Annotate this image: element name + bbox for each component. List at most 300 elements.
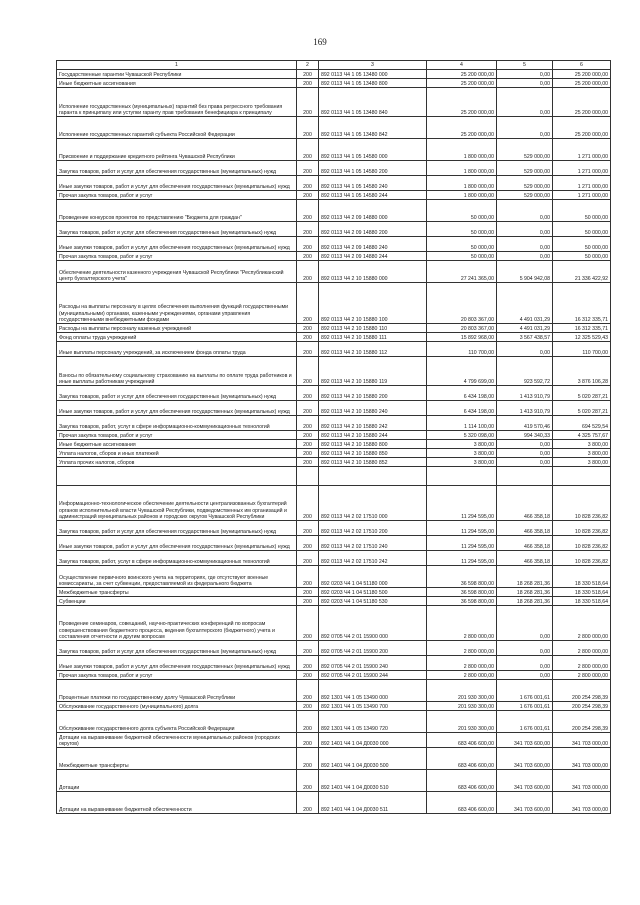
table-row	[57, 283, 611, 324]
row-code-cell: 892 0113 Ч4 2 10 15880 110	[319, 324, 427, 333]
row-name-cell: Иные закупки товаров, работ и услуг для обеспечения государственных (муниципальных) нужд	[57, 401, 297, 416]
row-executed-cell: 529 000,00	[497, 139, 553, 161]
row-executed-cell: 466 358,18	[497, 551, 553, 566]
row-name-cell: Проведение конкурсов проектов по представлению "Бюджета для граждан"	[57, 200, 297, 222]
table-row	[57, 597, 611, 606]
row-remaining-cell: 25 200 000,00	[553, 88, 611, 117]
row-ved-cell: 200	[297, 324, 319, 333]
row-planned-cell: 25 200 000,00	[427, 70, 497, 79]
row-planned-cell: 11 294 595,00	[427, 536, 497, 551]
row-code-cell: 892 0113 Ч4 2 10 15880 111	[319, 333, 427, 342]
row-code-cell: 892 0113 Ч4 2 02 17510 242	[319, 551, 427, 566]
row-name-cell: Осуществление первичного воинского учета на территориях, где отсутствуют военные комиссариаты, за счет субвенции, предоставляемой из федерального бюджета	[57, 566, 297, 588]
row-ved-cell: 200	[297, 551, 319, 566]
row-name-cell: Иные бюджетные ассигнования	[57, 79, 297, 88]
header-cell: 6	[553, 61, 611, 70]
table-row	[57, 748, 611, 770]
row-name-cell: Закупка товаров, работ и услуг для обеспечения государственных (муниципальных) нужд	[57, 161, 297, 176]
row-executed-cell: 1 413 910,79	[497, 401, 553, 416]
row-executed-cell: 466 358,18	[497, 521, 553, 536]
row-remaining-cell: 50 000,00	[553, 200, 611, 222]
row-remaining-cell: 3 800,00	[553, 449, 611, 458]
table-row	[57, 342, 611, 357]
table-row	[57, 191, 611, 200]
table-row	[57, 711, 611, 733]
row-planned-cell: 3 800,00	[427, 440, 497, 449]
row-ved-cell: 200	[297, 486, 319, 521]
row-executed-cell: 18 268 281,36	[497, 566, 553, 588]
row-remaining-cell: 21 336 422,92	[553, 261, 611, 283]
row-remaining-cell: 200 254 298,39	[553, 702, 611, 711]
row-remaining-cell: 25 200 000,00	[553, 70, 611, 79]
table-row	[57, 702, 611, 711]
row-planned-cell: 1 800 000,00	[427, 176, 497, 191]
row-code-cell: 892 0113 Ч4 2 10 15880 244	[319, 431, 427, 440]
row-ved-cell: 200	[297, 711, 319, 733]
table-row	[57, 333, 611, 342]
row-executed-cell: 5 904 942,08	[497, 261, 553, 283]
table-row	[57, 770, 611, 792]
header-row	[57, 61, 611, 70]
row-executed-cell: 0,00	[497, 200, 553, 222]
row-remaining-cell: 5 020 287,21	[553, 386, 611, 401]
row-remaining-cell: 341 703 000,00	[553, 748, 611, 770]
row-remaining-cell: 25 200 000,00	[553, 117, 611, 139]
row-executed-cell: 529 000,00	[497, 161, 553, 176]
row-executed-cell: 0,00	[497, 117, 553, 139]
row-planned-cell: 201 930 300,00	[427, 711, 497, 733]
row-ved-cell: 200	[297, 357, 319, 386]
row-code-cell: 892 0113 Ч4 1 05 14580 240	[319, 176, 427, 191]
row-name-cell: Закупка товаров, работ и услуг для обеспечения государственных (муниципальных) нужд	[57, 521, 297, 536]
table-row	[57, 200, 611, 222]
table-row	[57, 671, 611, 680]
row-executed-cell: 0,00	[497, 440, 553, 449]
row-planned-cell: 4 799 699,00	[427, 357, 497, 386]
row-name-cell: Закупка товаров, работ и услуг для обеспечения государственных (муниципальных) нужд	[57, 386, 297, 401]
table-row	[57, 792, 611, 814]
row-planned-cell: 683 406 600,00	[427, 770, 497, 792]
row-code-cell: 892 0113 Ч4 2 09 14880 244	[319, 252, 427, 261]
row-planned-cell: 2 800 000,00	[427, 656, 497, 671]
row-name-cell: Прочая закупка товаров, работ и услуг	[57, 252, 297, 261]
table-row	[57, 222, 611, 237]
row-executed-cell: 341 703 600,00	[497, 770, 553, 792]
row-ved-cell: 200	[297, 733, 319, 748]
table-row	[57, 521, 611, 536]
row-ved-cell: 200	[297, 702, 319, 711]
row-planned-cell: 20 803 367,00	[427, 324, 497, 333]
row-code-cell: 892 0113 Ч4 1 05 13480 842	[319, 117, 427, 139]
row-executed-cell: 923 592,72	[497, 357, 553, 386]
row-code-cell: 892 0113 Ч4 1 05 14580 200	[319, 161, 427, 176]
row-remaining-cell: 1 271 000,00	[553, 176, 611, 191]
row-remaining-cell: 50 000,00	[553, 252, 611, 261]
row-planned-cell: 15 892 968,00	[427, 333, 497, 342]
row-code-cell: 892 1401 Ч4 1 04 Д0030 510	[319, 770, 427, 792]
row-code-cell: 892 0203 Ч4 1 04 51180 530	[319, 597, 427, 606]
row-remaining-cell: 18 330 518,64	[553, 597, 611, 606]
row-planned-cell: 36 598 800,00	[427, 566, 497, 588]
row-ved-cell: 200	[297, 449, 319, 458]
row-planned-cell: 2 800 000,00	[427, 671, 497, 680]
row-planned-cell: 1 800 000,00	[427, 191, 497, 200]
row-code-cell: 892 0113 Ч4 2 10 15880 800	[319, 440, 427, 449]
row-ved-cell: 200	[297, 566, 319, 588]
row-ved-cell: 200	[297, 671, 319, 680]
row-ved-cell: 200	[297, 597, 319, 606]
row-remaining-cell: 25 200 000,00	[553, 79, 611, 88]
row-planned-cell: 201 930 300,00	[427, 680, 497, 702]
row-name-cell: Уплата налогов, сборов и иных платежей	[57, 449, 297, 458]
table-row	[57, 88, 611, 117]
row-code-cell: 892 0113 Ч4 1 05 14580 244	[319, 191, 427, 200]
row-name-cell	[57, 467, 297, 486]
row-executed-cell: 0,00	[497, 222, 553, 237]
row-executed-cell: 4 491 031,29	[497, 324, 553, 333]
row-ved-cell: 200	[297, 222, 319, 237]
row-code-cell: 892 1401 Ч4 1 04 Д0030 500	[319, 748, 427, 770]
row-remaining-cell: 2 800 000,00	[553, 671, 611, 680]
row-code-cell: 892 0203 Ч4 1 04 51180 000	[319, 566, 427, 588]
row-code-cell: 892 0203 Ч4 1 04 51180 500	[319, 588, 427, 597]
row-ved-cell: 200	[297, 401, 319, 416]
row-ved-cell: 200	[297, 458, 319, 467]
row-executed-cell: 18 268 281,36	[497, 588, 553, 597]
row-name-cell: Обслуживание государственного долга субъекта Российской Федерации	[57, 711, 297, 733]
table-row	[57, 566, 611, 588]
table-row	[57, 401, 611, 416]
row-code-cell: 892 0113 Ч4 2 02 17510 200	[319, 521, 427, 536]
row-name-cell: Дотации	[57, 770, 297, 792]
row-name-cell: Фонд оплаты труда учреждений	[57, 333, 297, 342]
row-remaining-cell: 10 828 236,82	[553, 551, 611, 566]
row-planned-cell: 2 800 000,00	[427, 606, 497, 641]
row-executed-cell: 529 000,00	[497, 191, 553, 200]
row-name-cell: Межбюджетные трансферты	[57, 588, 297, 597]
row-code-cell: 892 0113 Ч4 2 10 15880 100	[319, 283, 427, 324]
row-remaining-cell: 10 828 236,82	[553, 486, 611, 521]
row-ved-cell: 200	[297, 431, 319, 440]
row-name-cell: Закупка товаров, работ, услуг в сфере информационно-коммуникационных технологий	[57, 551, 297, 566]
row-code-cell: 892 0113 Ч4 2 10 15880 119	[319, 357, 427, 386]
row-remaining-cell	[553, 467, 611, 486]
row-remaining-cell: 1 271 000,00	[553, 161, 611, 176]
row-remaining-cell: 3 876 106,28	[553, 357, 611, 386]
row-planned-cell: 201 930 300,00	[427, 702, 497, 711]
table-row	[57, 79, 611, 88]
table-row	[57, 440, 611, 449]
table-row	[57, 324, 611, 333]
table-row	[57, 139, 611, 161]
table-row	[57, 237, 611, 252]
row-remaining-cell: 3 800,00	[553, 440, 611, 449]
row-planned-cell: 6 434 198,00	[427, 386, 497, 401]
page-number: 169	[313, 37, 327, 47]
row-executed-cell: 0,00	[497, 237, 553, 252]
table-row	[57, 261, 611, 283]
row-remaining-cell: 10 828 236,82	[553, 536, 611, 551]
row-remaining-cell: 18 330 518,64	[553, 588, 611, 597]
row-remaining-cell: 16 312 335,71	[553, 283, 611, 324]
row-executed-cell: 466 358,18	[497, 536, 553, 551]
row-ved-cell: 200	[297, 237, 319, 252]
row-planned-cell: 683 406 600,00	[427, 733, 497, 748]
table-row	[57, 357, 611, 386]
row-name-cell: Дотации на выравнивание бюджетной обеспеченности	[57, 792, 297, 814]
row-executed-cell	[497, 467, 553, 486]
row-name-cell: Закупка товаров, работ, услуг в сфере информационно-коммуникационных технологий	[57, 416, 297, 431]
row-remaining-cell: 200 254 298,39	[553, 711, 611, 733]
row-remaining-cell: 2 800 000,00	[553, 606, 611, 641]
row-remaining-cell: 4 325 757,67	[553, 431, 611, 440]
table-row	[57, 161, 611, 176]
header-cell: 5	[497, 61, 553, 70]
row-executed-cell: 1 413 910,79	[497, 386, 553, 401]
row-executed-cell: 1 676 001,61	[497, 680, 553, 702]
row-planned-cell	[427, 467, 497, 486]
table-row	[57, 252, 611, 261]
row-name-cell: Межбюджетные трансферты	[57, 748, 297, 770]
row-ved-cell: 200	[297, 680, 319, 702]
table-row	[57, 680, 611, 702]
row-name-cell: Прочая закупка товаров, работ и услуг	[57, 671, 297, 680]
row-remaining-cell: 200 254 298,39	[553, 680, 611, 702]
row-name-cell: Государственные гарантии Чувашской Республики	[57, 70, 297, 79]
row-planned-cell: 2 800 000,00	[427, 641, 497, 656]
row-ved-cell: 200	[297, 79, 319, 88]
row-name-cell: Дотации на выравнивание бюджетной обеспеченности муниципальных районов (городских округов)	[57, 733, 297, 748]
row-code-cell: 892 1401 Ч4 1 04 Д0030 000	[319, 733, 427, 748]
row-ved-cell: 200	[297, 588, 319, 597]
row-name-cell: Прочая закупка товаров, работ и услуг	[57, 191, 297, 200]
row-name-cell: Иные бюджетные ассигнования	[57, 440, 297, 449]
row-planned-cell: 36 598 800,00	[427, 597, 497, 606]
row-remaining-cell: 2 800 000,00	[553, 656, 611, 671]
row-ved-cell: 200	[297, 176, 319, 191]
row-ved-cell: 200	[297, 117, 319, 139]
row-remaining-cell: 694 529,54	[553, 416, 611, 431]
row-code-cell: 892 0113 Ч4 2 09 14880 000	[319, 200, 427, 222]
row-name-cell: Иные закупки товаров, работ и услуг для обеспечения государственных (муниципальных) нужд	[57, 237, 297, 252]
row-planned-cell: 25 200 000,00	[427, 117, 497, 139]
row-code-cell: 892 0113 Ч4 2 02 17510 240	[319, 536, 427, 551]
table-row	[57, 386, 611, 401]
row-code-cell: 892 0113 Ч4 1 05 14580 000	[319, 139, 427, 161]
row-code-cell: 892 0113 Ч4 2 10 15880 112	[319, 342, 427, 357]
row-code-cell: 892 0113 Ч4 1 05 13480 840	[319, 88, 427, 117]
row-planned-cell: 25 200 000,00	[427, 79, 497, 88]
header-cell: 2	[297, 61, 319, 70]
table-row	[57, 458, 611, 467]
row-planned-cell: 11 294 595,00	[427, 486, 497, 521]
row-remaining-cell: 16 312 335,71	[553, 324, 611, 333]
row-executed-cell: 0,00	[497, 656, 553, 671]
row-planned-cell: 50 000,00	[427, 222, 497, 237]
table-row	[57, 551, 611, 566]
row-name-cell: Обеспечение деятельности казенного учреждения Чувашской Республики "Республиканский центр бухгалтерского учета"	[57, 261, 297, 283]
row-code-cell: 892 1301 Ч4 1 05 13490 000	[319, 680, 427, 702]
row-ved-cell: 200	[297, 440, 319, 449]
row-remaining-cell: 1 271 000,00	[553, 191, 611, 200]
row-ved-cell: 200	[297, 536, 319, 551]
row-remaining-cell: 18 330 518,64	[553, 566, 611, 588]
row-name-cell: Уплата прочих налогов, сборов	[57, 458, 297, 467]
table-row	[57, 176, 611, 191]
row-ved-cell: 200	[297, 656, 319, 671]
row-remaining-cell: 12 325 529,43	[553, 333, 611, 342]
row-name-cell: Исполнение государственных гарантий субъекта Российской Федерации	[57, 117, 297, 139]
row-planned-cell: 36 598 800,00	[427, 588, 497, 597]
row-ved-cell: 200	[297, 792, 319, 814]
row-remaining-cell: 2 800 000,00	[553, 641, 611, 656]
row-executed-cell: 341 703 600,00	[497, 792, 553, 814]
row-planned-cell: 11 294 595,00	[427, 551, 497, 566]
row-executed-cell: 0,00	[497, 671, 553, 680]
row-name-cell: Иные закупки товаров, работ и услуг для обеспечения государственных (муниципальных) нужд	[57, 536, 297, 551]
row-planned-cell: 6 434 198,00	[427, 401, 497, 416]
row-remaining-cell: 3 800,00	[553, 458, 611, 467]
row-ved-cell: 200	[297, 200, 319, 222]
row-executed-cell: 466 358,18	[497, 486, 553, 521]
row-code-cell: 892 0113 Ч4 1 05 13480 000	[319, 70, 427, 79]
row-executed-cell: 4 491 031,29	[497, 283, 553, 324]
row-executed-cell: 341 703 600,00	[497, 733, 553, 748]
row-name-cell: Расходы на выплаты персоналу казенных учреждений	[57, 324, 297, 333]
row-remaining-cell: 110 700,00	[553, 342, 611, 357]
header-cell: 4	[427, 61, 497, 70]
row-remaining-cell: 50 000,00	[553, 222, 611, 237]
row-code-cell: 892 0113 Ч4 1 05 13480 800	[319, 79, 427, 88]
table-row	[57, 588, 611, 597]
table-row	[57, 449, 611, 458]
row-ved-cell: 200	[297, 342, 319, 357]
row-name-cell: Прочая закупка товаров, работ и услуг	[57, 431, 297, 440]
row-executed-cell: 0,00	[497, 449, 553, 458]
row-executed-cell: 419 570,46	[497, 416, 553, 431]
table-row	[57, 656, 611, 671]
row-executed-cell: 18 268 281,36	[497, 597, 553, 606]
row-ved-cell: 200	[297, 416, 319, 431]
row-executed-cell: 0,00	[497, 641, 553, 656]
row-executed-cell: 1 676 001,61	[497, 711, 553, 733]
row-name-cell: Присвоение и поддержание кредитного рейтинга Чувашской Республики	[57, 139, 297, 161]
row-name-cell: Закупка товаров, работ и услуг для обеспечения государственных (муниципальных) нужд	[57, 222, 297, 237]
table-row	[57, 641, 611, 656]
row-remaining-cell: 341 703 000,00	[553, 733, 611, 748]
row-planned-cell: 25 200 000,00	[427, 88, 497, 117]
row-code-cell: 892 0705 Ч4 2 01 15900 200	[319, 641, 427, 656]
row-code-cell: 892 1301 Ч4 1 05 13490 720	[319, 711, 427, 733]
row-code-cell: 892 0705 Ч4 2 01 15900 000	[319, 606, 427, 641]
row-executed-cell: 3 567 438,57	[497, 333, 553, 342]
row-planned-cell: 50 000,00	[427, 200, 497, 222]
row-ved-cell: 200	[297, 333, 319, 342]
row-name-cell: Взносы по обязательному социальному страхованию на выплаты по оплате труда работников и иные выплаты работникам учреждений	[57, 357, 297, 386]
row-planned-cell: 11 294 595,00	[427, 521, 497, 536]
row-ved-cell: 200	[297, 191, 319, 200]
row-planned-cell: 20 803 367,00	[427, 283, 497, 324]
row-name-cell: Исполнение государственных (муниципальных) гарантий без права регрессного требования гаранта к принципалу или уступки гаранту прав требования бенефициара к принципалу	[57, 88, 297, 117]
header-cell: 3	[319, 61, 427, 70]
row-remaining-cell: 50 000,00	[553, 237, 611, 252]
row-planned-cell: 683 406 600,00	[427, 748, 497, 770]
row-executed-cell: 341 703 600,00	[497, 748, 553, 770]
row-ved-cell: 200	[297, 261, 319, 283]
table-row	[57, 733, 611, 748]
row-planned-cell: 50 000,00	[427, 252, 497, 261]
row-code-cell: 892 0113 Ч4 2 02 17510 000	[319, 486, 427, 521]
row-code-cell	[319, 467, 427, 486]
table-row	[57, 536, 611, 551]
row-code-cell: 892 0113 Ч4 2 10 15880 242	[319, 416, 427, 431]
row-ved-cell	[297, 467, 319, 486]
budget-table	[56, 60, 611, 814]
row-code-cell: 892 0113 Ч4 2 10 15880 000	[319, 261, 427, 283]
row-executed-cell: 0,00	[497, 70, 553, 79]
row-code-cell: 892 0113 Ч4 2 10 15880 850	[319, 449, 427, 458]
row-code-cell: 892 0113 Ч4 2 09 14880 200	[319, 222, 427, 237]
row-code-cell: 892 1401 Ч4 1 04 Д0030 511	[319, 792, 427, 814]
row-code-cell: 892 0113 Ч4 2 10 15880 852	[319, 458, 427, 467]
row-name-cell: Иные выплаты персоналу учреждений, за исключением фонда оплаты труда	[57, 342, 297, 357]
row-ved-cell: 200	[297, 521, 319, 536]
row-executed-cell: 0,00	[497, 458, 553, 467]
row-ved-cell: 200	[297, 252, 319, 261]
table-row	[57, 416, 611, 431]
table-row	[57, 431, 611, 440]
row-executed-cell: 994 340,33	[497, 431, 553, 440]
row-name-cell: Закупка товаров, работ и услуг для обеспечения государственных (муниципальных) нужд	[57, 641, 297, 656]
row-name-cell: Иные закупки товаров, работ и услуг для обеспечения государственных (муниципальных) нужд	[57, 656, 297, 671]
row-name-cell: Проведение семинаров, совещаний, научно-практических конференций по вопросам совершенствования бюджетного процесса, ведения бухгалтерского (бюджетного) учета и составления отчетности и другим вопросам	[57, 606, 297, 641]
row-planned-cell: 3 800,00	[427, 458, 497, 467]
row-executed-cell: 0,00	[497, 79, 553, 88]
row-name-cell: Информационно-технологическое обеспечение деятельности централизованных бухгалтерий органов исполнительной власти Чувашской Республики, подведомственных им организаций и администраций муниципальных районов и городских округов Чувашской Республики	[57, 486, 297, 521]
row-name-cell: Субвенции	[57, 597, 297, 606]
row-ved-cell: 200	[297, 606, 319, 641]
row-ved-cell: 200	[297, 88, 319, 117]
row-ved-cell: 200	[297, 70, 319, 79]
row-code-cell: 892 0705 Ч4 2 01 15900 240	[319, 656, 427, 671]
row-ved-cell: 200	[297, 641, 319, 656]
row-name-cell: Иные закупки товаров, работ и услуг для обеспечения государственных (муниципальных) нужд	[57, 176, 297, 191]
row-remaining-cell: 341 703 000,00	[553, 792, 611, 814]
row-code-cell: 892 1301 Ч4 1 05 13490 700	[319, 702, 427, 711]
row-remaining-cell: 341 703 000,00	[553, 770, 611, 792]
row-ved-cell: 200	[297, 161, 319, 176]
row-planned-cell: 5 320 098,00	[427, 431, 497, 440]
row-ved-cell: 200	[297, 386, 319, 401]
row-ved-cell: 200	[297, 283, 319, 324]
row-remaining-cell: 10 828 236,82	[553, 521, 611, 536]
row-name-cell: Процентные платежи по государственному долгу Чувашской Республики	[57, 680, 297, 702]
row-remaining-cell: 5 020 287,21	[553, 401, 611, 416]
row-planned-cell: 1 800 000,00	[427, 161, 497, 176]
row-planned-cell: 110 700,00	[427, 342, 497, 357]
row-planned-cell: 27 241 365,00	[427, 261, 497, 283]
row-name-cell: Обслуживание государственного (муниципального) долга	[57, 702, 297, 711]
row-planned-cell: 3 800,00	[427, 449, 497, 458]
row-executed-cell: 0,00	[497, 342, 553, 357]
row-executed-cell: 529 000,00	[497, 176, 553, 191]
row-executed-cell: 0,00	[497, 606, 553, 641]
row-planned-cell: 1 800 000,00	[427, 139, 497, 161]
table-row	[57, 117, 611, 139]
row-remaining-cell: 1 271 000,00	[553, 139, 611, 161]
row-executed-cell: 0,00	[497, 252, 553, 261]
row-planned-cell: 1 114 100,00	[427, 416, 497, 431]
